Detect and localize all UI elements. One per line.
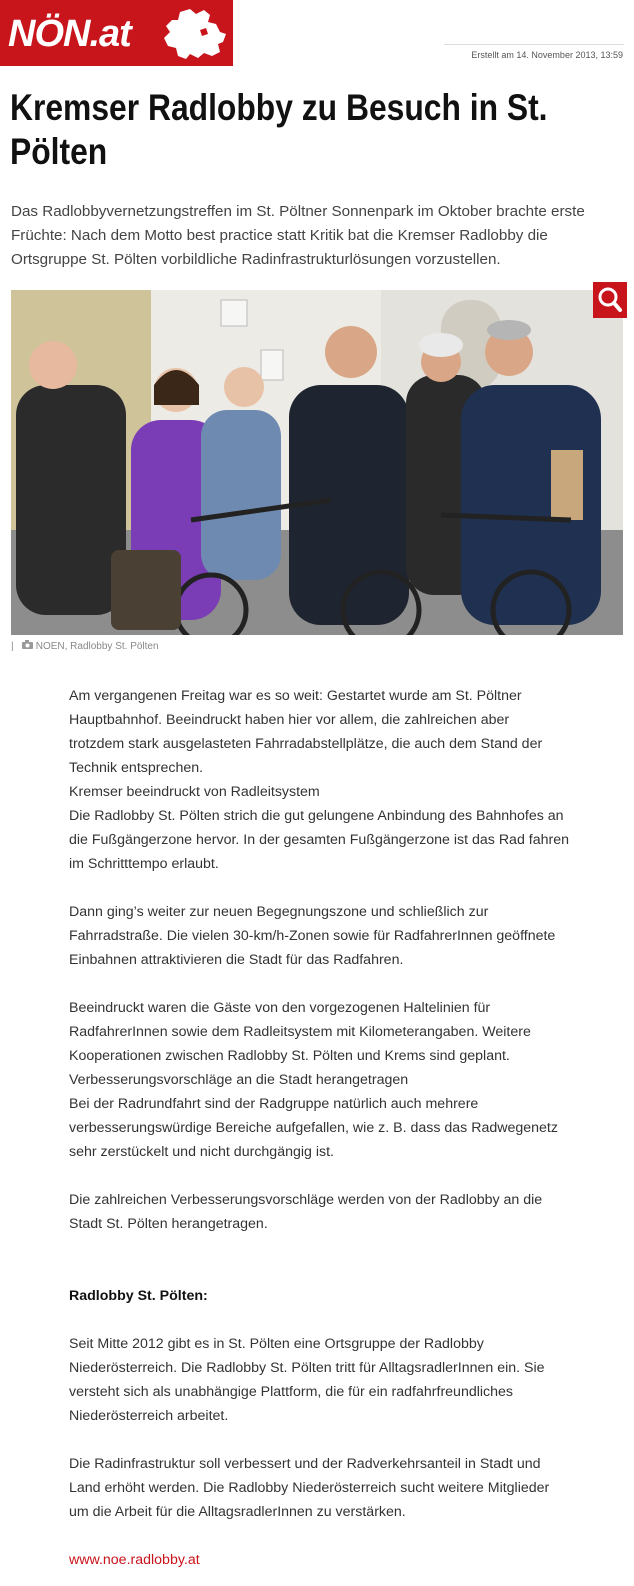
body-line: Kooperationen zwischen Radlobby St. Pölten und Krems sind geplant. [69, 1048, 510, 1064]
caption-text: NOEN, Radlobby St. Pölten [35, 641, 159, 652]
article-lead: Das Radlobbyvernetzungstreffen im St. Pöltner Sonnenpark im Oktober brachte erste Früchte: Nach dem Motto best practice statt Kritik bat die Kremser Radlobby die Ortsgruppe St. Pölten vorbildliche Radinfrastrukturlösungen vorzustellen. [11, 203, 585, 268]
body-line: um die Arbeit für die AlltagsradlerInnen zu verstärken. [69, 1504, 406, 1520]
site-logo[interactable] [0, 0, 233, 66]
body-line: Technik entsprechen. [69, 760, 204, 776]
body-line: Land erhöht werden. Die Radlobby Niederösterreich sucht weitere Mitglieder [69, 1480, 550, 1496]
article-photo[interactable] [11, 290, 623, 635]
body-line: versteht sich als unabhängige Plattform, die für ein radfahrfreundliches [69, 1384, 514, 1400]
section-heading: Radlobby St. Pölten: [69, 1288, 208, 1304]
article-title: Kremser Radlobby zu Besuch in St. Pölten [10, 87, 548, 172]
camera-icon [22, 640, 33, 649]
body-line: Niederösterreich arbeitet. [69, 1408, 229, 1424]
body-subheading: Verbesserungsvorschläge an die Stadt herangetragen [69, 1072, 409, 1088]
body-line: Die zahlreichen Verbesserungsvorschläge werden von der Radlobby an die [69, 1192, 543, 1208]
body-line: Beeindruckt waren die Gäste von den vorgezogenen Haltelinien für [69, 1000, 491, 1016]
body-line: Dann ging’s weiter zur neuen Begegnungszone und schließlich zur [69, 904, 489, 920]
search-icon [593, 282, 627, 318]
body-subheading: Kremser beeindruckt von Radleitsystem [69, 784, 320, 800]
article-body [69, 684, 629, 1572]
body-line: Seit Mitte 2012 gibt es in St. Pölten eine Ortsgruppe der Radlobby [69, 1336, 484, 1352]
body-line: Stadt St. Pölten herangetragen. [69, 1216, 268, 1232]
body-line: Die Radinfrastruktur soll verbessert und der Radverkehrsanteil in Stadt und [69, 1456, 541, 1472]
body-line: RadfahrerInnen sowie dem Radleitsystem mit Kilometerangaben. Weitere [69, 1024, 531, 1040]
body-line: die Fußgängerzone hervor. In der gesamten Fußgängerzone ist das Rad fahren [69, 832, 570, 848]
body-line: verbesserungswürdige Bereiche aufgefallen, wie z. B. dass das Radwegenetz [69, 1120, 558, 1136]
radlobby-link[interactable]: www.noe.radlobby.at [69, 1552, 200, 1568]
body-line: Bei der Radrundfahrt sind der Radgruppe natürlich auch mehrere [69, 1096, 479, 1112]
lower-austria-map-icon [160, 6, 228, 62]
body-line: Niederösterreich. Die Radlobby St. Pölten tritt für AlltagsradlerInnen ein. Sie [69, 1360, 545, 1376]
body-line: Fahrradstraße. Die vielen 30-km/h-Zonen sowie für RadfahrerInnen geöffnete [69, 928, 556, 944]
photo-caption [11, 640, 159, 652]
body-line: Die Radlobby St. Pölten strich die gut gelungene Anbindung des Bahnhofes an [69, 808, 564, 824]
group-photo-illustration [11, 290, 623, 635]
body-line: im Schritttempo erlaubt. [69, 856, 219, 872]
body-line: Hauptbahnhof. Beeindruckt haben hier vor allem, die zahlreichen aber [69, 712, 510, 728]
body-line: sehr zerstückelt und nicht durchgängig ist. [69, 1144, 334, 1160]
header-divider [444, 44, 624, 45]
body-line: Am vergangenen Freitag war es so weit: Gestartet wurde am St. Pöltner [69, 688, 522, 704]
zoom-button[interactable] [593, 282, 627, 318]
logo-text: NÖN.at [8, 13, 131, 55]
body-line: trotzdem stark ausgelasteten Fahrradabstellplätze, die auch dem Stand der [69, 736, 543, 752]
created-timestamp: Erstellt am 14. November 2013, 13:59 [471, 50, 623, 60]
caption-separator: | [11, 641, 20, 652]
body-line: Einbahnen attraktivieren die Stadt für das Radfahren. [69, 952, 404, 968]
